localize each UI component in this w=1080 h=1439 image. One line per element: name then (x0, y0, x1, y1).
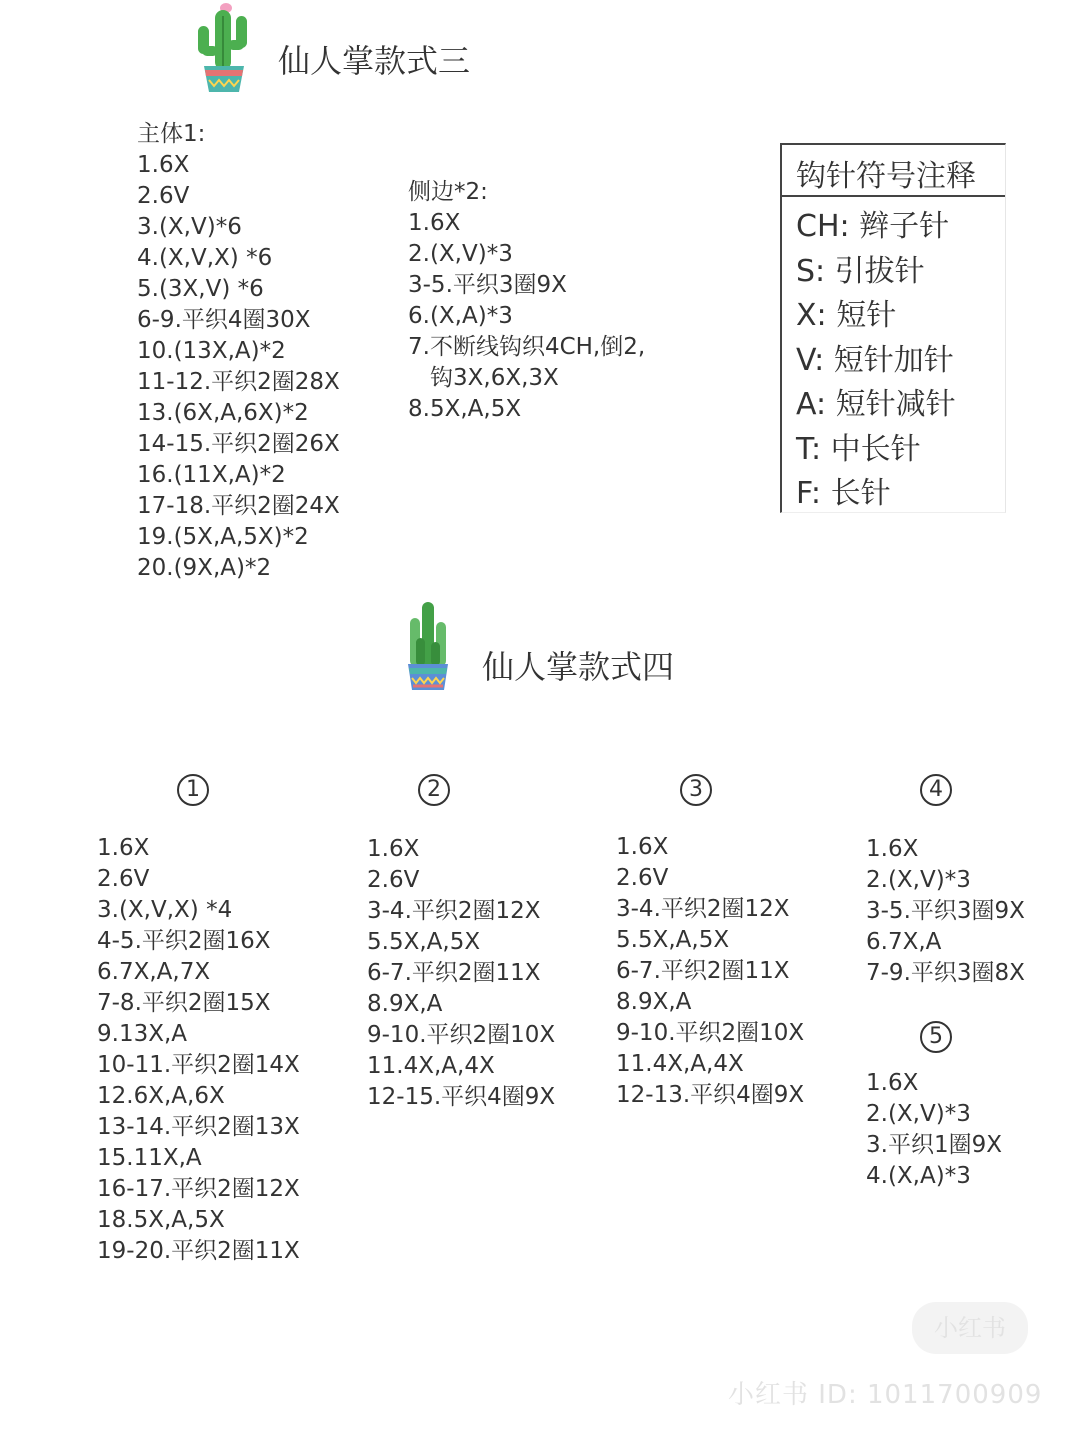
pattern-row: 3-4.平织2圈12X (367, 898, 541, 924)
legend-row: F: 长针 (796, 476, 891, 511)
side-heading: 侧边*2: (408, 179, 488, 205)
part-marker: 3 (680, 774, 712, 806)
pattern-row: 3-5.平织3圈9X (408, 272, 567, 298)
pattern-row: 4-5.平织2圈16X (97, 928, 271, 954)
watermark-text: 小红书 ID: 1011700909 (728, 1380, 1043, 1410)
pattern-row: 3.平织1圈9X (866, 1132, 1002, 1158)
pattern-row: 5.5X,A,5X (367, 929, 481, 955)
pattern-row: 1.6X (97, 835, 150, 861)
pattern-row: 11-12.平织2圈28X (137, 369, 340, 395)
main-heading: 主体1: (137, 121, 206, 147)
pattern-row: 9-10.平织2圈10X (367, 1022, 556, 1048)
pattern-row: 10-11.平织2圈14X (97, 1052, 300, 1078)
pattern-row: 12-13.平织4圈9X (616, 1082, 805, 1108)
pattern-row: 1.6X (367, 836, 420, 862)
pattern-row: 12.6X,A,6X (97, 1083, 225, 1109)
legend-title: 钩针符号注释 (782, 145, 1005, 197)
pattern-row: 3-4.平织2圈12X (616, 896, 790, 922)
pattern-row: 2.6V (616, 865, 669, 891)
pattern-row: 钩3X,6X,3X (430, 365, 559, 391)
pattern-row: 14-15.平织2圈26X (137, 431, 340, 457)
watermark-logo: 小红书 (912, 1302, 1028, 1354)
pattern-row: 15.11X,A (97, 1145, 202, 1171)
pattern-row: 16-17.平织2圈12X (97, 1176, 300, 1202)
cactus-icon (402, 598, 454, 694)
legend-row: T: 中长针 (796, 431, 921, 467)
part3-pattern (616, 832, 804, 1111)
part-marker: 5 (920, 1021, 952, 1053)
pattern-row: 5.5X,A,5X (616, 927, 730, 953)
pattern-row: 17-18.平织2圈24X (137, 493, 340, 519)
section4-title: 仙人掌款式四 (482, 648, 675, 686)
pattern-row: 8.9X,A (367, 991, 443, 1017)
cactus-icon (188, 2, 254, 96)
pattern-row: 6.7X,A,7X (97, 959, 211, 985)
pattern-row: 4.(X,V,X) *6 (137, 245, 273, 271)
pattern-row: 11.4X,A,4X (367, 1053, 495, 1079)
legend-row: CH: 辫子针 (796, 209, 950, 244)
pattern-row: 2.(X,V)*3 (866, 1101, 971, 1127)
pattern-row: 10.(13X,A)*2 (137, 338, 286, 364)
part-marker: 1 (177, 774, 209, 806)
section3-title: 仙人掌款式三 (278, 42, 471, 80)
pattern-row: 12-15.平织4圈9X (367, 1084, 556, 1110)
pattern-row: 11.4X,A,4X (616, 1051, 744, 1077)
main-pattern (137, 119, 340, 584)
pattern-row: 6.7X,A (866, 929, 942, 955)
pattern-row: 19-20.平织2圈11X (97, 1238, 300, 1264)
pattern-row: 3.(X,V,X) *4 (97, 897, 233, 923)
pattern-row: 1.6X (408, 210, 461, 236)
pattern-row: 1.6X (866, 836, 919, 862)
part5-pattern (866, 1068, 1002, 1192)
pattern-row: 3-5.平织3圈9X (866, 898, 1025, 924)
pattern-row: 1.6X (866, 1070, 919, 1096)
part1-pattern (97, 833, 300, 1267)
part-marker: 2 (418, 774, 450, 806)
pattern-row: 2.(X,V)*3 (866, 867, 971, 893)
pattern-row: 6.(X,A)*3 (408, 303, 513, 329)
legend-row: S: 引拔针 (796, 253, 925, 289)
part4-pattern (866, 834, 1025, 989)
pattern-row: 1.6X (616, 834, 669, 860)
pattern-row: 8.5X,A,5X (408, 396, 522, 422)
legend-row: V: 短针加针 (796, 342, 954, 378)
pattern-row: 16.(11X,A)*2 (137, 462, 286, 488)
pattern-row: 2.6V (367, 867, 420, 893)
pattern-row: 6-7.平织2圈11X (367, 960, 541, 986)
side-pattern (408, 177, 645, 425)
pattern-row: 3.(X,V)*6 (137, 214, 242, 240)
pattern-row: 6-7.平织2圈11X (616, 958, 790, 984)
pattern-row: 18.5X,A,5X (97, 1207, 225, 1233)
pattern-row: 2.6V (137, 183, 190, 209)
pattern-row: 19.(5X,A,5X)*2 (137, 524, 309, 550)
stitch-legend (780, 143, 1006, 513)
pattern-row: 20.(9X,A)*2 (137, 555, 272, 581)
pattern-row: 8.9X,A (616, 989, 692, 1015)
part-marker: 4 (920, 774, 952, 806)
pattern-row: 7.不断线钩织4CH,倒2, (408, 334, 646, 360)
pattern-row: 7-9.平织3圈8X (866, 960, 1025, 986)
pattern-row: 5.(3X,V) *6 (137, 276, 264, 302)
pattern-row: 7-8.平织2圈15X (97, 990, 271, 1016)
pattern-row: 4.(X,A)*3 (866, 1163, 971, 1189)
pattern-row: 2.6V (97, 866, 150, 892)
pattern-row: 2.(X,V)*3 (408, 241, 513, 267)
pattern-row: 13.(6X,A,6X)*2 (137, 400, 309, 426)
legend-row: A: 短针减针 (796, 387, 956, 422)
part2-pattern (367, 834, 555, 1113)
pattern-row: 9.13X,A (97, 1021, 188, 1047)
pattern-row: 9-10.平织2圈10X (616, 1020, 805, 1046)
pattern-row: 6-9.平织4圈30X (137, 307, 311, 333)
pattern-row: 13-14.平织2圈13X (97, 1114, 300, 1140)
legend-row: X: 短针 (796, 298, 897, 333)
pattern-row: 1.6X (137, 152, 190, 178)
